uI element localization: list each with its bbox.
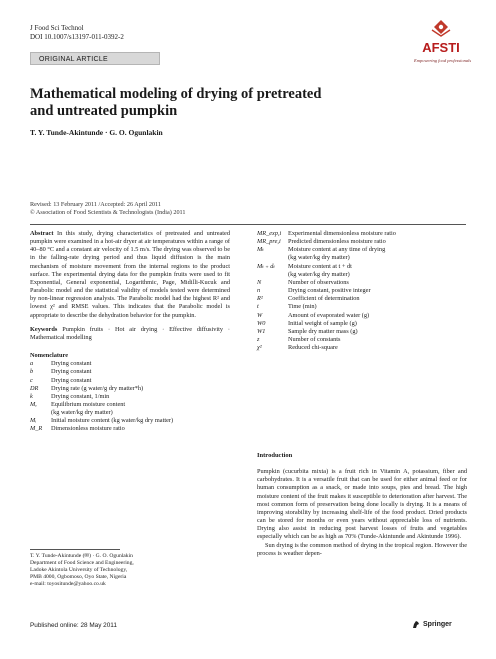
nomenclature-definition: Moisture content at any time of drying [288, 246, 386, 254]
introduction-paragraph: Pumpkin (cucurbita mixta) is a fruit rich in Vitamin A, potassium, fiber and carbohydrates. It is a versatile fruit that can be used for either animal feed or for human consumption as a snack, or made into soups, pies and bread. The high moisture content of the fruit makes it susceptible to deterioration after harvest. The most common form of preservation being done locally is drying. It is a means of improving storability by increasing shelf-life of the food product. Dried products can be stored for months or even years without appreciable loss of nutrients. Drying also assist in reducing post harvest losses of fruits and vegetables especially which can be as high as 70% (Tunde-Akintunde and Akintunde 1996). [257, 468, 467, 541]
title-line-1: Mathematical modeling of drying of pretreated [30, 86, 322, 102]
nomenclature-definition: Experimental dimensionless moisture ratio [288, 230, 396, 237]
copyright: © Association of Food Scientists & Technologists (India) 2011 [30, 209, 186, 216]
journal-header [30, 24, 124, 42]
affiliation-line: PMB 4000, Ogbomoso, Oyo State, Nigeria [30, 574, 127, 580]
nomenclature-symbol: MR_exp,i [257, 230, 282, 237]
abstract-label: Abstract [30, 230, 54, 237]
publisher-logo [412, 620, 452, 629]
article-type-badge: ORIGINAL ARTICLE [30, 52, 160, 65]
nomenclature-label: Nomenclature [30, 352, 69, 360]
nomenclature-definition: Drying constant [51, 360, 92, 368]
nomenclature-definition: (kg water/kg dry matter) [51, 409, 113, 417]
left-column [30, 230, 230, 434]
nomenclature-symbol [257, 254, 288, 262]
nomenclature-symbol [257, 271, 288, 279]
section-divider [30, 224, 466, 225]
nomenclature [30, 352, 230, 434]
nomenclature-definition: Amount of evaporated water (g) [288, 311, 370, 319]
nomenclature-definition: Dimensionless moisture ratio [51, 425, 125, 433]
nomenclature-symbol: Mₜ ₊ dₜ [257, 262, 275, 270]
nomenclature-symbol: Mₜ [257, 246, 264, 254]
nomenclature-symbol: MR_pre,i [257, 238, 281, 246]
nomenclature-definition: Initial moisture content (kg water/kg dry matter) [51, 417, 174, 425]
nomenclature-definition: Number of constants [288, 336, 341, 344]
nomenclature-definition: Drying rate (g water/g dry matter*h) [51, 384, 144, 392]
nomenclature-definition: Predicted dimensionless moisture ratio [288, 238, 386, 246]
footnote-divider [30, 549, 120, 550]
author-email: e-mail: toyositunde@yahoo.co.uk [30, 581, 106, 587]
nomenclature-symbol: c [30, 376, 33, 384]
nomenclature-list-right [257, 230, 467, 352]
afsti-logo-icon [410, 18, 472, 58]
nomenclature-definition: Sample dry matter mass (g) [288, 327, 358, 335]
title-line-2: and untreated pumpkin [30, 103, 178, 119]
nomenclature-symbol: b [30, 368, 34, 376]
keywords-label: Keywords [30, 325, 58, 333]
nomenclature-symbol: DR [30, 384, 39, 392]
nomenclature-symbol: W0 [257, 319, 266, 327]
springer-horse-icon [412, 620, 420, 629]
nomenclature-definition: Coefficient of determination [288, 295, 360, 303]
nomenclature-list-left [30, 360, 230, 433]
nomenclature-symbol: k [30, 392, 33, 400]
author-affiliation [30, 553, 230, 588]
authors: T. Y. Tunde-Akintunde · G. O. Ogunlakin [30, 128, 163, 137]
nomenclature-symbol: R² [257, 295, 263, 303]
keywords [30, 326, 230, 342]
introduction-paragraph: Sun drying is the common method of drying in the tropical region. However the process is weather depen- [257, 541, 467, 557]
publisher-name: Springer [423, 621, 452, 628]
affiliation-line: T. Y. Tunde-Akintunde (✉) · G. O. Ogunlakin [30, 553, 133, 559]
nomenclature-symbol: Mₑ [30, 400, 37, 408]
revised-accepted: Revised: 13 February 2011 /Accepted: 26 April 2011 [30, 201, 161, 208]
journal-name: J Food Sci Technol [30, 24, 84, 32]
right-column [257, 230, 467, 352]
nomenclature-symbol: t [257, 303, 259, 311]
abstract [30, 230, 230, 320]
nomenclature-symbol: W1 [257, 327, 266, 335]
nomenclature-definition: Drying constant [51, 376, 92, 384]
nomenclature-definition: Reduced chi-square [288, 344, 338, 352]
nomenclature-symbol: z [257, 336, 260, 344]
nomenclature-definition: Time (min) [288, 303, 317, 311]
nomenclature-symbol: M_R [30, 425, 43, 433]
nomenclature-definition: Initial weight of sample (g) [288, 319, 357, 327]
affiliation-line: Ladoke Akintola University of Technology, [30, 567, 128, 573]
nomenclature-symbol [30, 409, 51, 417]
nomenclature-symbol: N [257, 278, 262, 286]
published-online: Published online: 28 May 2011 [30, 622, 117, 629]
nomenclature-symbol: χ² [257, 344, 262, 352]
nomenclature-definition: (kg water/kg dry matter) [288, 254, 350, 262]
abstract-text: In this study, drying characteristics of pretreated and untreated pumpkin were examined in a hot-air dryer at air temperatures within a range of 40–80 °C and a constant air velocity of 1.5 m/s. The drying was observed to be in the falling-rate drying period and thus liquid diffusion is the main mechanism of moisture movement from the internal regions to the product surface. The experimental drying data for the pumpkin fruits were used to fit Exponential, General exponential, Logarithmic, Page, Midilli-Kucuk and Parabolic model and the statistical validity of models tested were determined by non-linear regression analysis. The Parabolic model had the highest R² and lowest χ² and RMSE values. This indicates that the Parabolic model is appropriate to describe the dehydration behavior for the pumpkin. [30, 230, 230, 319]
introduction-heading: Introduction [257, 452, 293, 459]
nomenclature-definition: Drying constant, 1/min [51, 392, 110, 400]
nomenclature-symbol: Mᵢ [30, 417, 37, 425]
nomenclature-definition: Drying constant [51, 368, 92, 376]
afsti-logo [410, 18, 472, 72]
article-dates [30, 201, 186, 217]
logo-tagline: Empowering food professionals [414, 58, 472, 63]
doi: DOI 10.1007/s13197-011-0392-2 [30, 33, 124, 41]
nomenclature-definition: Drying constant, positive integer [288, 287, 371, 295]
nomenclature-definition: Equilibrium moisture content [51, 400, 126, 408]
nomenclature-definition: (kg water/kg dry matter) [288, 270, 350, 278]
nomenclature-symbol: n [257, 287, 261, 295]
nomenclature-definition: Number of observations [288, 278, 349, 286]
nomenclature-symbol: a [30, 360, 34, 368]
nomenclature-symbol: W [257, 311, 263, 319]
article-title [30, 86, 450, 120]
nomenclature-definition: Moisture content at t + dt [288, 262, 352, 270]
affiliation-line: Department of Food Science and Engineering, [30, 560, 134, 566]
logo-text: AFSTI [422, 40, 460, 55]
introduction [257, 452, 467, 558]
keywords-text: Pumpkin fruits · Hot air drying · Effective diffusivity · Mathematical modelling [30, 325, 231, 341]
